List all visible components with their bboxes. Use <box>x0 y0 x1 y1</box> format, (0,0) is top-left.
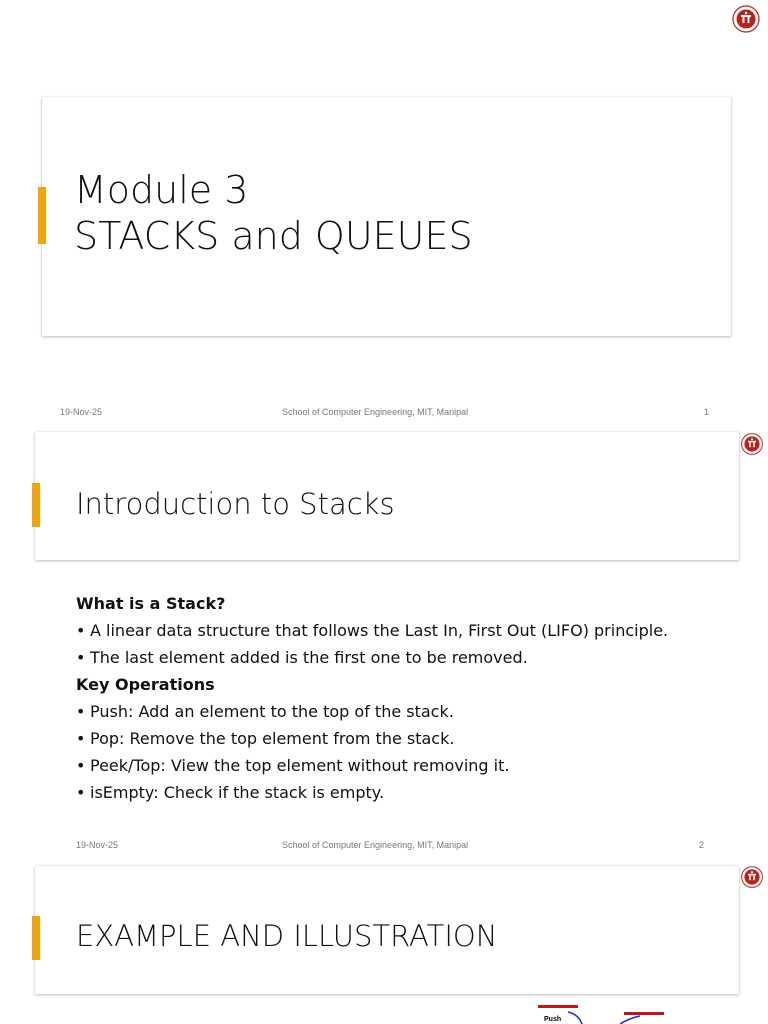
list-item: • A linear data structure that follows the Last In, First Out (LIFO) principle. <box>76 621 669 640</box>
list-item: • isEmpty: Check if the stack is empty. <box>76 783 385 802</box>
slide-title: Introduction to Stacks <box>76 487 395 521</box>
stack-illustration <box>530 1000 680 1024</box>
list-item: • Pop: Remove the top element from the stack. <box>76 729 455 748</box>
university-seal-icon <box>740 432 764 456</box>
section-heading: Key Operations <box>76 675 215 694</box>
push-label: Push <box>544 1016 562 1023</box>
university-logo <box>740 432 764 456</box>
footer-institution: School of Computer Engineering, MIT, Manipal <box>282 840 469 850</box>
slide-content <box>76 590 756 806</box>
university-logo <box>731 4 761 34</box>
stack-top-element <box>538 1005 578 1008</box>
module-title <box>74 167 473 259</box>
university-seal-icon <box>740 865 764 889</box>
footer-page-number: 1 <box>704 407 710 417</box>
university-logo <box>740 865 764 889</box>
header-accent-bar <box>32 483 40 527</box>
university-seal-icon <box>731 4 761 34</box>
list-item: • The last element added is the first one to be removed. <box>76 648 528 667</box>
footer-date: 19-Nov-25 <box>60 407 103 417</box>
footer-date: 19-Nov-25 <box>76 840 119 850</box>
list-item: • Peek/Top: View the top element without removing it. <box>76 756 510 775</box>
slide-title: EXAMPLE AND ILLUSTRATION <box>76 919 498 953</box>
footer-institution: School of Computer Engineering, MIT, Manipal <box>282 407 469 417</box>
footer-page-number: 2 <box>699 840 705 850</box>
module-title-line1: Module 3 <box>74 168 249 212</box>
module-title-line2: STACKS and QUEUES <box>74 214 473 258</box>
section-heading: What is a Stack? <box>76 594 226 613</box>
stack-top-element <box>624 1012 664 1015</box>
push-arrow <box>568 1012 582 1024</box>
pop-arrow <box>620 1016 640 1024</box>
list-item: • Push: Add an element to the top of the stack. <box>76 702 454 721</box>
header-accent-bar <box>32 916 40 960</box>
title-accent-bar <box>38 187 46 244</box>
